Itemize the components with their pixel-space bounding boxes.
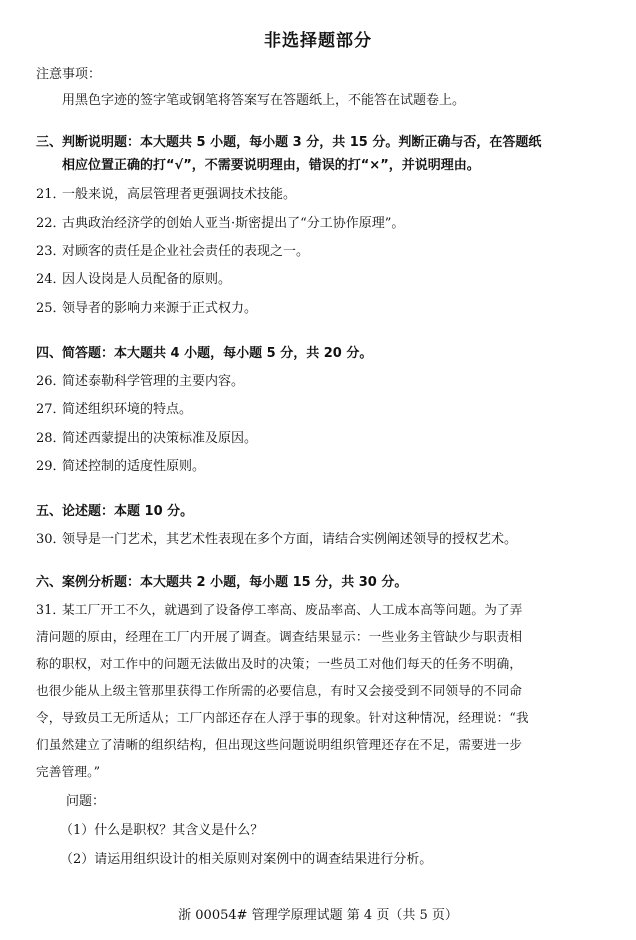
- question-26: [36, 373, 244, 391]
- section5-heading: 五、论述题：本题 10 分。: [36, 504, 194, 519]
- question-text: 因人设岗是人员配备的原则。: [62, 272, 232, 287]
- question-text: 古典政治经济学的创始人亚当·斯密提出了“分工协作原理”。: [62, 216, 405, 231]
- case-line-4: 也很少能从上级主管那里获得工作所需的必要信息，有时又会接受到不同领导的不同命: [36, 683, 523, 698]
- question-text: 领导是一门艺术，其艺术性表现在多个方面，请结合实例阐述领导的授权艺术。: [62, 532, 518, 547]
- question-text: 简述泰勒科学管理的主要内容。: [62, 374, 245, 389]
- question-text: 一般来说，高层管理者更强调技术技能。: [62, 187, 297, 202]
- question-number: 21．: [36, 187, 66, 202]
- section3-heading-line1: 三、判断说明题：本大题共 5 小题，每小题 3 分，共 15 分。判断正确与否，在答题纸: [36, 135, 542, 150]
- case-line-1: [36, 601, 523, 619]
- section6-heading: 六、案例分析题：本大题共 2 小题，每小题 15 分，共 30 分。: [36, 575, 408, 590]
- page-title: 非选择题部分: [264, 31, 372, 51]
- page-footer: 浙 00054# 管理学原理试题 第 4 页（共 5 页）: [178, 908, 458, 923]
- question-number: 25．: [36, 301, 66, 316]
- case-line-2: 清问题的原由，经理在工厂内开展了调查。调查结果显示：一些业务主管缺少与职责相: [36, 629, 523, 644]
- question-28: [36, 430, 257, 448]
- question-23: [36, 243, 309, 261]
- question-25: [36, 300, 257, 318]
- case-text: 某工厂开工不久，就遇到了设备停工率高、废品率高、人工成本高等问题。为了弄: [62, 602, 523, 617]
- question-text: 领导者的影响力来源于正式权力。: [62, 301, 258, 316]
- question-text: 简述控制的适度性原则。: [62, 459, 206, 474]
- question-number: 26．: [36, 374, 66, 389]
- question-27: [36, 401, 192, 419]
- question-number: 28．: [36, 431, 66, 446]
- question-number: 31．: [36, 602, 66, 617]
- case-prompt-label: 问题：: [66, 794, 106, 809]
- question-text: 简述西蒙提出的决策标准及原因。: [62, 431, 258, 446]
- sub-question-1: （1）什么是职权？其含义是什么？: [60, 823, 264, 838]
- question-number: 29．: [36, 459, 66, 474]
- question-number: 23．: [36, 244, 66, 259]
- sub-question-2: （2）请运用组织设计的相关原则对案例中的调查结果进行分析。: [60, 852, 433, 867]
- question-30: [36, 531, 517, 549]
- question-29: [36, 458, 205, 476]
- question-number: 22．: [36, 216, 66, 231]
- question-text: 简述组织环境的特点。: [62, 402, 193, 417]
- question-number: 24．: [36, 272, 66, 287]
- case-line-7: 完善管理。”: [36, 764, 101, 779]
- case-line-3: 称的职权，对工作中的问题无法做出及时的决策；一些员工对他们每天的任务不明确，: [36, 656, 523, 671]
- question-text: 对顾客的责任是企业社会责任的表现之一。: [62, 244, 310, 259]
- question-number: 30．: [36, 532, 66, 547]
- section4-heading: 四、简答题：本大题共 4 小题，每小题 5 分，共 20 分。: [36, 346, 373, 361]
- notice-text: 用黑色字迹的签字笔或钢笔将答案写在答题纸上，不能答在试题卷上。: [62, 93, 466, 108]
- question-22: [36, 215, 404, 233]
- case-line-6: 们虽然建立了清晰的组织结构，但出现这些问题说明组织管理还存在不足，需要进一步: [36, 737, 523, 752]
- case-line-5: 令，导致员工无所适从；工厂内部还存在人浮于事的现象。针对这种情况，经理说：“我: [36, 710, 529, 725]
- question-number: 27．: [36, 402, 66, 417]
- notice-heading: 注意事项：: [36, 67, 102, 82]
- question-24: [36, 271, 231, 289]
- question-21: [36, 186, 296, 204]
- section3-heading-line2: 相应位置正确的打“√”，不需要说明理由，错误的打“×”，并说明理由。: [62, 158, 480, 173]
